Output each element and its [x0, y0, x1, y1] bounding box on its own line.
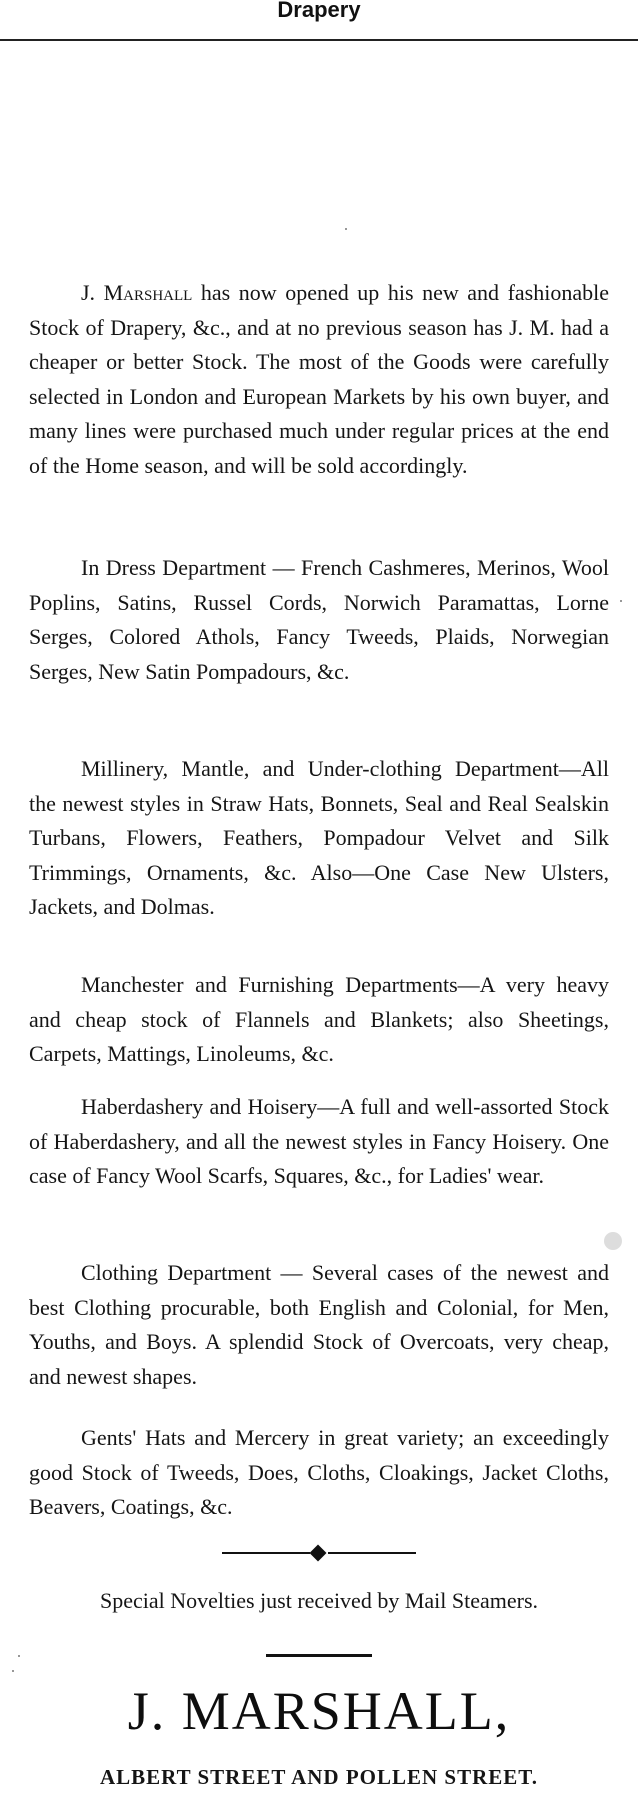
manchester-paragraph	[29, 968, 609, 1072]
special-novelties-line: Special Novelties just received by Mail Steamers.	[99, 1588, 539, 1613]
address-line: ALBERT STREET AND POLLEN STREET.	[100, 1765, 538, 1789]
print-speck	[345, 228, 347, 230]
ornamental-divider	[222, 1547, 416, 1559]
dress-department-text: In Dress Department — French Cashmeres, Merinos, Wool Poplins, Satins, Russel Cords, Norwich Paramattas, Lorne Serges, Colored Athols, Fancy Tweeds, Plaids, Norwegian Serges, New Satin Pompadours, &c.	[29, 555, 609, 684]
intro-text: has now opened up his new and fashionable Stock of Drapery, &c., and at no previous season has J. M. had a cheaper or better Stock. The most of the Goods were carefully selected in London and European Markets by his own buyer, and many lines were purchased much under regular prices at the end of the Home season, and will be sold accordingly.	[29, 280, 609, 478]
print-smudge	[604, 1232, 622, 1250]
merchant-name: J. Marshall	[81, 280, 193, 305]
page-title: Drapery	[277, 0, 361, 22]
haberdashery-paragraph	[29, 1090, 609, 1194]
dress-department-paragraph	[29, 551, 609, 689]
divider-line-right	[328, 1552, 416, 1554]
mercery-text: Gents' Hats and Mercery in great variety; an exceedingly good Stock of Tweeds, Does, Cloths, Cloakings, Jacket Cloths, Beavers, Coatings, &c.	[29, 1425, 609, 1519]
manchester-text: Manchester and Furnishing Departments—A very heavy and cheap stock of Flannels and Blankets; also Sheetings, Carpets, Mattings, Linoleums, &c.	[29, 972, 609, 1066]
brand-name: J. MARSHALL,	[127, 1681, 511, 1741]
divider-line-left	[222, 1552, 310, 1554]
divider-diamond	[310, 1545, 327, 1562]
clothing-paragraph	[29, 1256, 609, 1394]
intro-paragraph	[29, 276, 609, 483]
haberdashery-text: Haberdashery and Hoisery—A full and well-assorted Stock of Haberdashery, and all the newest styles in Fancy Hoisery. One case of Fancy Wool Scarfs, Squares, &c., for Ladies' wear.	[29, 1094, 609, 1188]
page-header	[0, 0, 638, 40]
header-rule	[0, 39, 638, 41]
print-speck	[620, 600, 622, 602]
millinery-text: Millinery, Mantle, and Under-clothing Department—All the newest styles in Straw Hats, Bonnets, Seal and Real Sealskin Turbans, Flowers, Feathers, Pompadour Velvet and Silk Trimmings, Ornaments, &c. Also—One Case New Ulsters, Jackets, and Dolmas.	[29, 756, 609, 919]
print-speck	[12, 1670, 14, 1672]
mercery-paragraph	[29, 1421, 609, 1525]
clothing-text: Clothing Department — Several cases of the newest and best Clothing procurable, both English and Colonial, for Men, Youths, and Boys. A splendid Stock of Overcoats, very cheap, and newest shapes.	[29, 1260, 609, 1389]
short-rule	[266, 1654, 372, 1657]
print-speck	[18, 1655, 20, 1657]
millinery-paragraph	[29, 752, 609, 925]
